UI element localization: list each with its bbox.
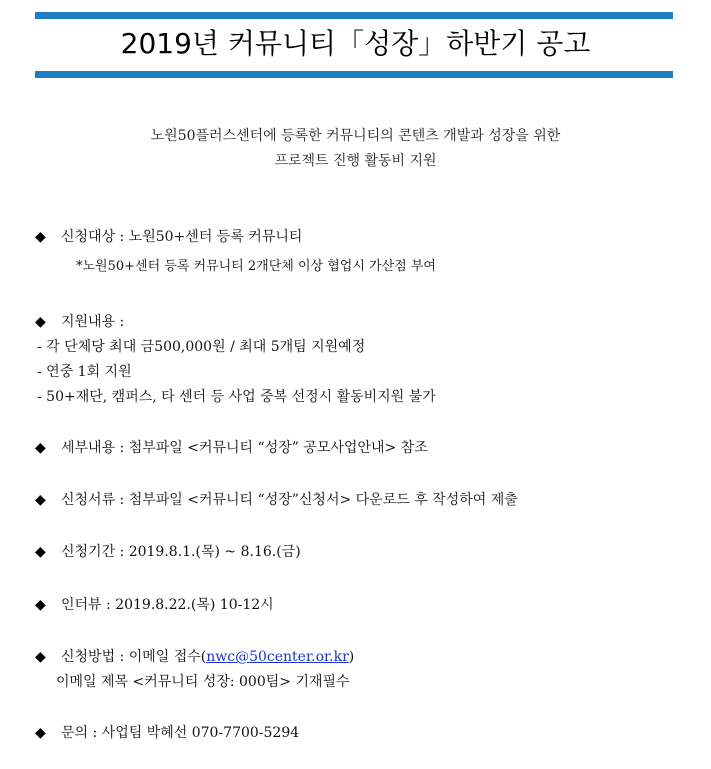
documents-text: 신청서류 : 첨부파일 <커뮤니티 “성장”신청서> 다운로드 후 작성하여 제출 <box>61 492 518 508</box>
diamond-bullet-icon: ◆ <box>35 440 46 456</box>
interview-text: 인터뷰 : 2019.8.22.(목) 10-12시 <box>61 597 274 613</box>
contact-text: 문의 : 사업팀 박혜선 070-7700-5294 <box>61 725 300 741</box>
diamond-bullet-icon: ◆ <box>35 314 46 330</box>
eligibility-line <box>35 228 302 246</box>
top-rule <box>35 12 673 19</box>
support-heading-line <box>35 313 124 331</box>
diamond-bullet-icon: ◆ <box>35 725 46 741</box>
email-link[interactable]: nwc@50center.or.kr <box>206 649 349 665</box>
period-text: 신청기간 : 2019.8.1.(목) ~ 8.16.(금) <box>61 544 301 560</box>
details-line <box>35 439 428 457</box>
intro-line-2: 프로젝트 진행 활동비 지원 <box>274 153 437 169</box>
method-prefix: 신청방법 : 이메일 접수( <box>61 649 207 665</box>
documents-line <box>35 491 518 509</box>
diamond-bullet-icon: ◆ <box>35 597 46 613</box>
support-item: - 50+재단, 캠퍼스, 타 센터 등 사업 중복 선정시 활동비지원 불가 <box>37 389 436 405</box>
period-line <box>35 543 301 561</box>
interview-line <box>35 596 274 614</box>
method-suffix: ) <box>348 649 355 665</box>
intro-line-1: 노원50플러스센터에 등록한 커뮤니티의 콘텐츠 개발과 성장을 위한 <box>150 128 561 144</box>
support-heading: 지원내용 : <box>61 314 125 330</box>
method-note: 이메일 제목 <커뮤니티 성장: 000팀> 기재필수 <box>56 674 350 690</box>
diamond-bullet-icon: ◆ <box>35 492 46 508</box>
diamond-bullet-icon: ◆ <box>35 649 46 665</box>
eligibility-text: 신청대상 : 노원50+센터 등록 커뮤니티 <box>61 229 303 245</box>
contact-line <box>35 724 299 742</box>
details-text: 세부내용 : 첨부파일 <커뮤니티 “성장” 공모사업안내> 참조 <box>61 440 428 456</box>
support-item: - 각 단체당 최대 금500,000원 / 최대 5개팀 지원예정 <box>37 339 366 355</box>
bottom-rule <box>35 71 673 78</box>
diamond-bullet-icon: ◆ <box>35 544 46 560</box>
intro <box>0 124 711 174</box>
diamond-bullet-icon: ◆ <box>35 229 46 245</box>
eligibility-note: *노원50+센터 등록 커뮤니티 2개단체 이상 협업시 가산점 부여 <box>76 259 436 274</box>
support-item: - 연중 1회 지원 <box>37 364 132 380</box>
page-title: 2019년 커뮤니티「성장」하반기 공고 <box>120 27 591 60</box>
method-line <box>35 648 354 666</box>
